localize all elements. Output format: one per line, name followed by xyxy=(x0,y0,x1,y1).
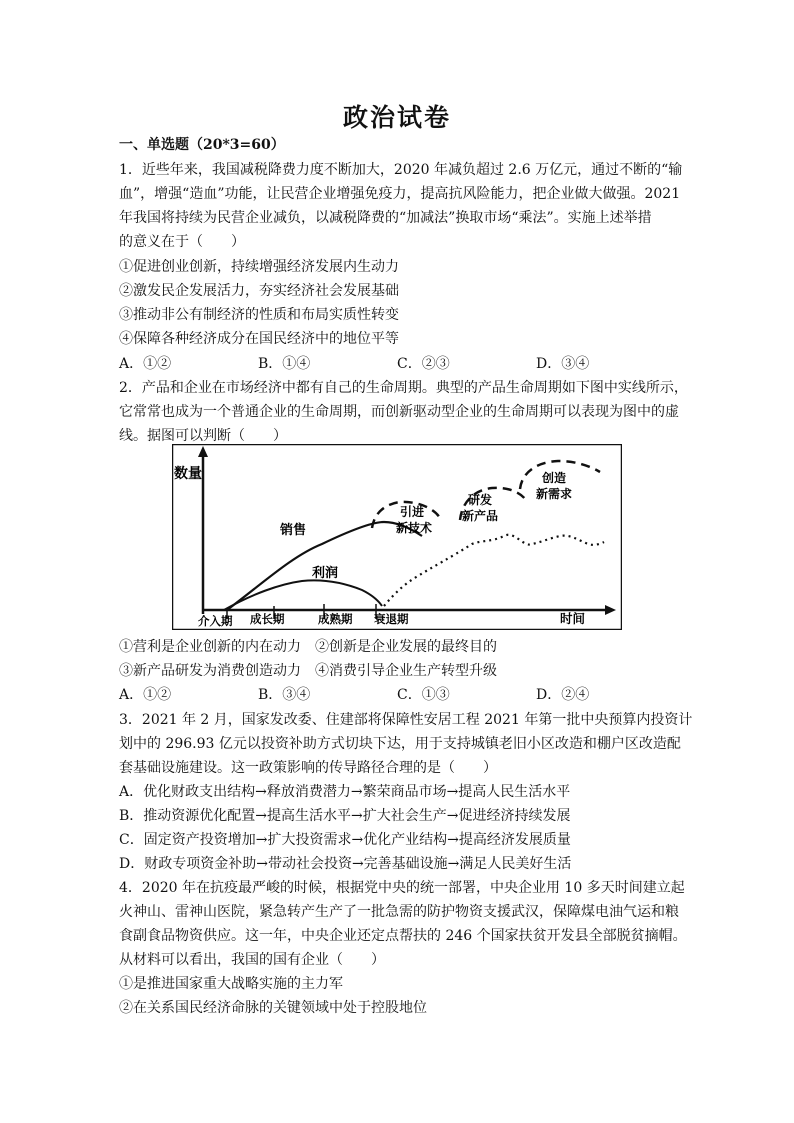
innovation-label-2b: 新产品 xyxy=(462,509,499,523)
q4-line: 4．2020 年在抗疫最严峻的时候，根据党中央的统一部署，中央企业用 10 多天时间建立起 xyxy=(119,880,685,896)
q3-choice-c: C．固定资产投资增加→扩大投资需求→优化产业结构→提高经济发展质量 xyxy=(119,832,571,848)
q2-statement: ③新产品研发为消费创造动力 ④消费引导企业生产转型升级 xyxy=(119,663,497,679)
stage-label-intro: 介入期 xyxy=(198,614,233,628)
q3-choice-a: A．优化财政支出结构→释放消费潜力→繁荣商品市场→提高人民生活水平 xyxy=(119,784,571,800)
q3-choice-d: D．财政专项资金补助→带动社会投资→完善基础设施→满足人民美好生活 xyxy=(119,856,572,872)
stage-label-decline: 衰退期 xyxy=(374,612,409,626)
innovation-label-3b: 新需求 xyxy=(536,487,573,501)
sales-label: 销售 xyxy=(280,523,307,538)
q3-line: 划中的 296.93 亿元以投资补助方式切块下达，用于支持城镇老旧小区改造和棚户区改造配 xyxy=(119,736,681,752)
q2-option-d: D．②④ xyxy=(536,687,590,703)
q2-option-b: B．③④ xyxy=(258,687,311,703)
innovation-label-1b: 新技术 xyxy=(396,521,433,535)
q1-option-b: B．①④ xyxy=(258,356,311,372)
q4-line: 从材料可以看出，我国的国有企业（ ） xyxy=(119,952,385,968)
lifecycle-chart xyxy=(172,444,622,630)
innovation-label-3a: 创造 xyxy=(542,471,567,485)
q4-statement: ①是推进国家重大战略实施的主力军 xyxy=(119,976,343,992)
q3-choice-b: B．推动资源优化配置→提高生活水平→扩大社会生产→促进经济持续发展 xyxy=(119,808,571,824)
q2-line: 2．产品和企业在市场经济中都有自己的生命周期。典型的产品生命周期如下图中实线所示， xyxy=(119,380,688,396)
q1-statement: ④保障各种经济成分在国民经济中的地位平等 xyxy=(119,331,399,347)
q1-option-a: A．①② xyxy=(119,356,172,372)
innovation-label-2a: 研发 xyxy=(468,493,493,507)
q1-line: 年我国将持续为民营企业减负，以减税降费的“加减法”换取市场“乘法”。实施上述举措 xyxy=(119,210,652,226)
y-axis-label-1: 数量 xyxy=(174,466,202,482)
q1-line: 1．近些年来，我国减税降费力度不断加大，2020 年减负超过 2.6 万亿元，通过不断的“输 xyxy=(119,162,683,178)
q1-option-c: C．②③ xyxy=(397,356,450,372)
q1-option-d: D．③④ xyxy=(536,356,590,372)
q2-line: 线。据图可以判断（ ） xyxy=(119,428,287,444)
q1-statement: ①促进创业创新，持续增强经济发展内生动力 xyxy=(119,259,399,275)
q2-option-c: C．①③ xyxy=(397,687,450,703)
q4-line: 火神山、雷神山医院，紧急转产生产了一批急需的防护物资支援武汉，保障煤电油气运和粮 xyxy=(119,904,679,920)
q3-line: 3．2021 年 2 月，国家发改委、住建部将保障性安居工程 2021 年第一批中央预算内投资计 xyxy=(119,712,693,728)
stage-label-maturity: 成熟期 xyxy=(318,612,353,626)
innovation-label-1a: 引进 xyxy=(400,505,425,519)
q1-statement: ②激发民企发展活力，夯实经济社会发展基础 xyxy=(119,283,399,299)
q1-statement: ③推动非公有制经济的性质和布局实质性转变 xyxy=(119,307,399,323)
q1-line: 血”，增强“造血”功能，让民营企业增强免疫力，提高抗风险能力，把企业做大做强。2021 xyxy=(119,186,681,202)
page-title: 政治试卷 xyxy=(342,103,451,132)
profit-label: 利润 xyxy=(312,566,339,581)
q4-statement: ②在关系国民经济命脉的关键领域中处于控股地位 xyxy=(119,1000,427,1016)
stage-label-growth: 成长期 xyxy=(250,612,285,626)
x-axis-label: 时间 xyxy=(560,611,586,626)
q2-option-a: A．①② xyxy=(119,687,172,703)
q2-statement: ①营利是企业创新的内在动力 ②创新是企业发展的最终目的 xyxy=(119,639,497,655)
q2-line: 它常常也成为一个普通企业的生命周期，而创新驱动型企业的生命周期可以表现为图中的虚 xyxy=(119,404,679,420)
q1-line: 的意义在于（ ） xyxy=(119,234,245,250)
q4-line: 食副食品物资供应。这一年，中央企业还定点帮扶的 246 个国家扶贫开发县全部脱贫摘帽。 xyxy=(119,928,687,944)
section-heading: 一、单选题（20*3=60） xyxy=(119,137,285,153)
q3-line: 套基础设施建设。这一政策影响的传导路径合理的是（ ） xyxy=(119,760,497,776)
